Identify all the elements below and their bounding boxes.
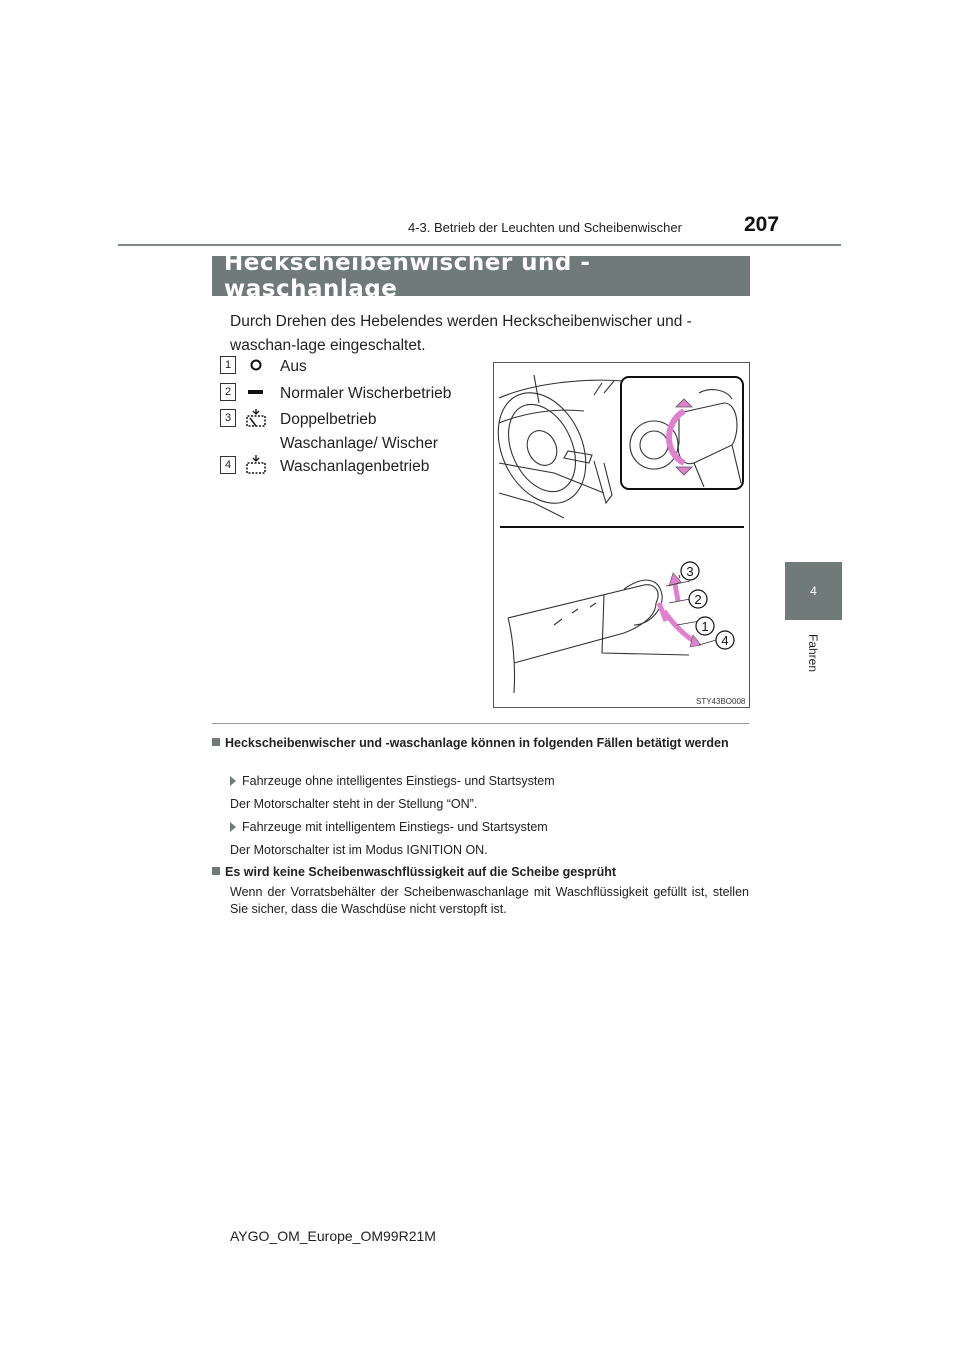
position-label: Normaler Wischerbetrieb: [280, 385, 452, 402]
position-number: 2: [220, 383, 236, 401]
page-title: Heckscheibenwischer und -waschanlage: [224, 250, 591, 302]
square-bullet-icon: [212, 738, 220, 746]
callout-2: [689, 590, 707, 608]
note-heading: [212, 735, 749, 752]
washer-icon: [244, 452, 268, 476]
svg-text:3: 3: [686, 564, 694, 579]
wiper-lever-illustration: [493, 362, 750, 708]
note-bullet-label: Fahrzeuge ohne intelligentes Einstiegs- und Startsystem: [242, 774, 555, 788]
note-bullet: [230, 773, 555, 790]
chapter-tab: [785, 562, 842, 620]
note-bullet: [230, 819, 548, 836]
title-banner: [212, 250, 750, 302]
square-bullet-icon: [212, 867, 220, 875]
note-heading-text: Es wird keine Scheibenwaschflüssigkeit auf die Scheibe gesprüht: [225, 865, 617, 879]
figure-code: STY43BO008: [696, 697, 746, 706]
wiper-lever-drawing: [508, 580, 689, 693]
section-divider: [212, 723, 749, 724]
chapter-label: Fahren: [806, 633, 820, 673]
note-text: Der Motorschalter steht in der Stellung “ON”.: [230, 797, 478, 811]
callout-1: [696, 617, 714, 635]
dash-icon: [246, 384, 266, 400]
position-number: 3: [220, 409, 236, 427]
steering-wheel-drawing: [494, 375, 624, 518]
triangle-bullet-icon: [230, 776, 236, 786]
position-label: Doppelbetrieb Waschanlage/ Wischer: [280, 411, 438, 452]
circle-off-icon: [248, 357, 264, 373]
svg-text:2: 2: [694, 592, 702, 607]
svg-text:4: 4: [721, 633, 729, 648]
washer-wiper-icon: [244, 406, 268, 430]
note-text: Wenn der Vorratsbehälter der Scheibenwaschanlage mit Waschflüssigkeit gefüllt ist, stellen Sie sicher, dass die Waschdüse nicht verstopft ist.: [230, 885, 749, 916]
document-id: AYGO_OM_Europe_OM99R21M: [230, 1228, 436, 1244]
note-heading-text: Heckscheibenwischer und -waschanlage können in folgenden Fällen betätigt werden: [225, 736, 729, 750]
note-heading: [212, 864, 749, 881]
page-number: 207: [744, 213, 780, 236]
note-text: Der Motorschalter ist im Modus IGNITION ON.: [230, 843, 488, 857]
chapter-number: 4: [810, 584, 817, 598]
intro-text: Durch Drehen des Hebelendes werden Heckscheibenwischer und -waschan-lage eingeschaltet.: [230, 313, 692, 354]
section-title: 4-3. Betrieb der Leuchten und Scheibenwischer: [408, 220, 682, 235]
position-number: 4: [220, 456, 236, 474]
position-label: Aus: [280, 358, 307, 375]
triangle-bullet-icon: [230, 822, 236, 832]
position-number: 1: [220, 356, 236, 374]
header-divider: [118, 244, 841, 246]
position-label: Waschanlagenbetrieb: [280, 458, 430, 475]
note-bullet-label: Fahrzeuge mit intelligentem Einstiegs- und Startsystem: [242, 820, 548, 834]
svg-text:1: 1: [701, 619, 709, 634]
callout-3: [681, 562, 699, 580]
callout-4: [716, 631, 734, 649]
